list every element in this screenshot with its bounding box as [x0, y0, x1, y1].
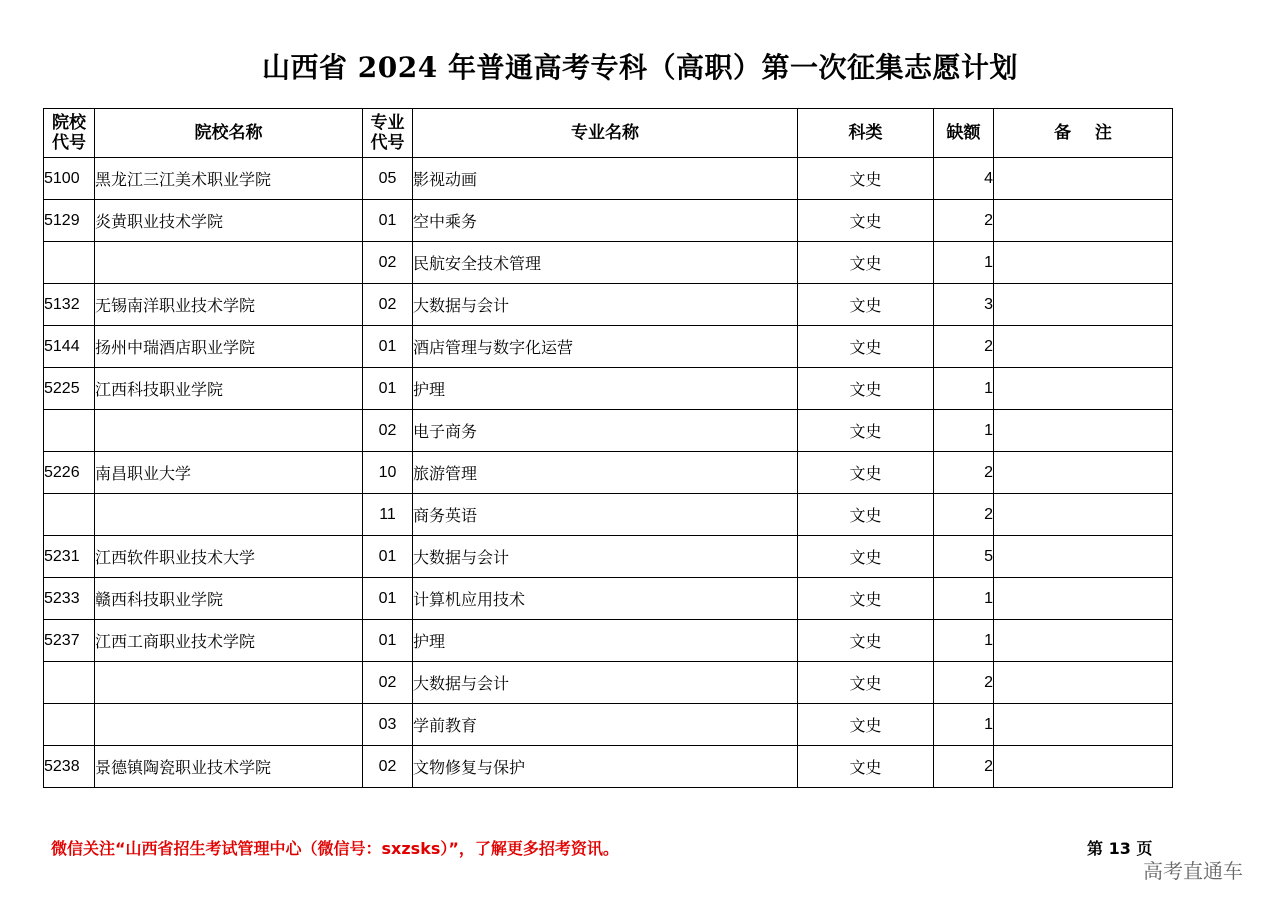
- cell-remarks: [994, 662, 1173, 704]
- cell-school-name: 黑龙江三江美术职业学院: [95, 158, 363, 200]
- cell-school-code: [44, 242, 95, 284]
- cell-remarks: [994, 452, 1173, 494]
- cell-vacancy: 2: [934, 662, 994, 704]
- cell-school-code: 5233: [44, 578, 95, 620]
- cell-category: 文史: [798, 704, 934, 746]
- cell-major-code: 10: [363, 452, 413, 494]
- cell-school-name: 赣西科技职业学院: [95, 578, 363, 620]
- cell-school-name: 江西软件职业技术大学: [95, 536, 363, 578]
- cell-vacancy: 3: [934, 284, 994, 326]
- cell-major-code: 01: [363, 326, 413, 368]
- cell-major-code: 11: [363, 494, 413, 536]
- cell-major-code: 02: [363, 746, 413, 788]
- cell-category: 文史: [798, 242, 934, 284]
- cell-school-code: [44, 704, 95, 746]
- cell-remarks: [994, 494, 1173, 536]
- footer-wechat-note: 微信关注“山西省招生考试管理中心（微信号：sxzsks）”，了解更多招考资讯。: [51, 839, 619, 858]
- cell-remarks: [994, 326, 1173, 368]
- cell-school-name: 南昌职业大学: [95, 452, 363, 494]
- cell-major-name: 电子商务: [413, 410, 798, 452]
- cell-major-name: 大数据与会计: [413, 662, 798, 704]
- cell-category: 文史: [798, 284, 934, 326]
- cell-school-name: [95, 242, 363, 284]
- cell-category: 文史: [798, 746, 934, 788]
- table-row: [44, 452, 1173, 494]
- cell-major-name: 学前教育: [413, 704, 798, 746]
- cell-vacancy: 4: [934, 158, 994, 200]
- cell-vacancy: 2: [934, 746, 994, 788]
- cell-remarks: [994, 368, 1173, 410]
- cell-remarks: [994, 242, 1173, 284]
- table-row: [44, 704, 1173, 746]
- cell-major-code: 01: [363, 620, 413, 662]
- cell-major-name: 酒店管理与数字化运营: [413, 326, 798, 368]
- cell-category: 文史: [798, 536, 934, 578]
- cell-major-code: 01: [363, 200, 413, 242]
- cell-vacancy: 1: [934, 620, 994, 662]
- header-major-name: 专业名称: [413, 109, 798, 158]
- cell-school-code: 5225: [44, 368, 95, 410]
- cell-major-name: 护理: [413, 620, 798, 662]
- cell-category: 文史: [798, 452, 934, 494]
- cell-vacancy: 1: [934, 410, 994, 452]
- enrollment-plan-table: [43, 108, 1173, 788]
- cell-school-name: [95, 662, 363, 704]
- page-number: 第 13 页: [1087, 839, 1153, 858]
- cell-school-name: 无锡南洋职业技术学院: [95, 284, 363, 326]
- cell-remarks: [994, 746, 1173, 788]
- header-major-code: 专业代号: [363, 109, 413, 158]
- cell-category: 文史: [798, 200, 934, 242]
- table-row: [44, 494, 1173, 536]
- cell-major-name: 空中乘务: [413, 200, 798, 242]
- cell-major-code: 02: [363, 284, 413, 326]
- cell-school-name: 扬州中瑞酒店职业学院: [95, 326, 363, 368]
- cell-school-code: 5226: [44, 452, 95, 494]
- table-row: [44, 284, 1173, 326]
- cell-major-name: 大数据与会计: [413, 536, 798, 578]
- cell-major-name: 民航安全技术管理: [413, 242, 798, 284]
- cell-vacancy: 1: [934, 578, 994, 620]
- table-row: [44, 242, 1173, 284]
- cell-school-code: 5231: [44, 536, 95, 578]
- table-row: [44, 746, 1173, 788]
- cell-school-name: 江西工商职业技术学院: [95, 620, 363, 662]
- table-row: [44, 200, 1173, 242]
- cell-school-name: [95, 410, 363, 452]
- cell-major-code: 02: [363, 662, 413, 704]
- cell-vacancy: 2: [934, 200, 994, 242]
- cell-category: 文史: [798, 368, 934, 410]
- cell-vacancy: 1: [934, 368, 994, 410]
- cell-category: 文史: [798, 326, 934, 368]
- cell-category: 文史: [798, 620, 934, 662]
- cell-major-code: 02: [363, 242, 413, 284]
- cell-remarks: [994, 536, 1173, 578]
- table-row: [44, 326, 1173, 368]
- table-row: [44, 620, 1173, 662]
- header-vacancy: 缺额: [934, 109, 994, 158]
- cell-vacancy: 2: [934, 326, 994, 368]
- cell-school-name: [95, 704, 363, 746]
- header-school-code: 院校代号: [44, 109, 95, 158]
- cell-remarks: [994, 578, 1173, 620]
- cell-school-code: 5100: [44, 158, 95, 200]
- cell-major-name: 影视动画: [413, 158, 798, 200]
- watermark-text: 高考直通车: [1143, 859, 1243, 883]
- cell-major-code: 02: [363, 410, 413, 452]
- table-body: [44, 158, 1173, 788]
- cell-vacancy: 5: [934, 536, 994, 578]
- cell-vacancy: 2: [934, 494, 994, 536]
- cell-major-code: 01: [363, 536, 413, 578]
- cell-remarks: [994, 620, 1173, 662]
- cell-vacancy: 2: [934, 452, 994, 494]
- cell-school-code: 5132: [44, 284, 95, 326]
- cell-school-code: 5238: [44, 746, 95, 788]
- cell-remarks: [994, 410, 1173, 452]
- cell-major-code: 01: [363, 578, 413, 620]
- cell-category: 文史: [798, 662, 934, 704]
- cell-major-code: 03: [363, 704, 413, 746]
- table-header-row: [44, 109, 1173, 158]
- cell-vacancy: 1: [934, 704, 994, 746]
- cell-major-name: 大数据与会计: [413, 284, 798, 326]
- cell-category: 文史: [798, 578, 934, 620]
- cell-category: 文史: [798, 158, 934, 200]
- cell-school-name: 景德镇陶瓷职业技术学院: [95, 746, 363, 788]
- cell-vacancy: 1: [934, 242, 994, 284]
- cell-school-code: 5129: [44, 200, 95, 242]
- cell-remarks: [994, 704, 1173, 746]
- cell-major-code: 01: [363, 368, 413, 410]
- cell-remarks: [994, 284, 1173, 326]
- header-remarks: 备 注: [994, 109, 1173, 158]
- cell-major-name: 商务英语: [413, 494, 798, 536]
- table-row: [44, 578, 1173, 620]
- cell-major-name: 文物修复与保护: [413, 746, 798, 788]
- cell-remarks: [994, 158, 1173, 200]
- cell-major-name: 旅游管理: [413, 452, 798, 494]
- cell-school-name: 江西科技职业学院: [95, 368, 363, 410]
- cell-major-code: 05: [363, 158, 413, 200]
- table-row: [44, 158, 1173, 200]
- cell-category: 文史: [798, 494, 934, 536]
- cell-school-code: [44, 662, 95, 704]
- table-row: [44, 410, 1173, 452]
- cell-category: 文史: [798, 410, 934, 452]
- cell-school-name: [95, 494, 363, 536]
- header-school-name: 院校名称: [95, 109, 363, 158]
- table-row: [44, 536, 1173, 578]
- cell-school-name: 炎黄职业技术学院: [95, 200, 363, 242]
- cell-major-name: 计算机应用技术: [413, 578, 798, 620]
- cell-school-code: 5237: [44, 620, 95, 662]
- table-row: [44, 368, 1173, 410]
- cell-major-name: 护理: [413, 368, 798, 410]
- cell-school-code: [44, 494, 95, 536]
- table-row: [44, 662, 1173, 704]
- cell-remarks: [994, 200, 1173, 242]
- cell-school-code: 5144: [44, 326, 95, 368]
- header-category: 科类: [798, 109, 934, 158]
- cell-school-code: [44, 410, 95, 452]
- page-title: 山西省 2024 年普通高考专科（高职）第一次征集志愿计划: [262, 51, 1018, 84]
